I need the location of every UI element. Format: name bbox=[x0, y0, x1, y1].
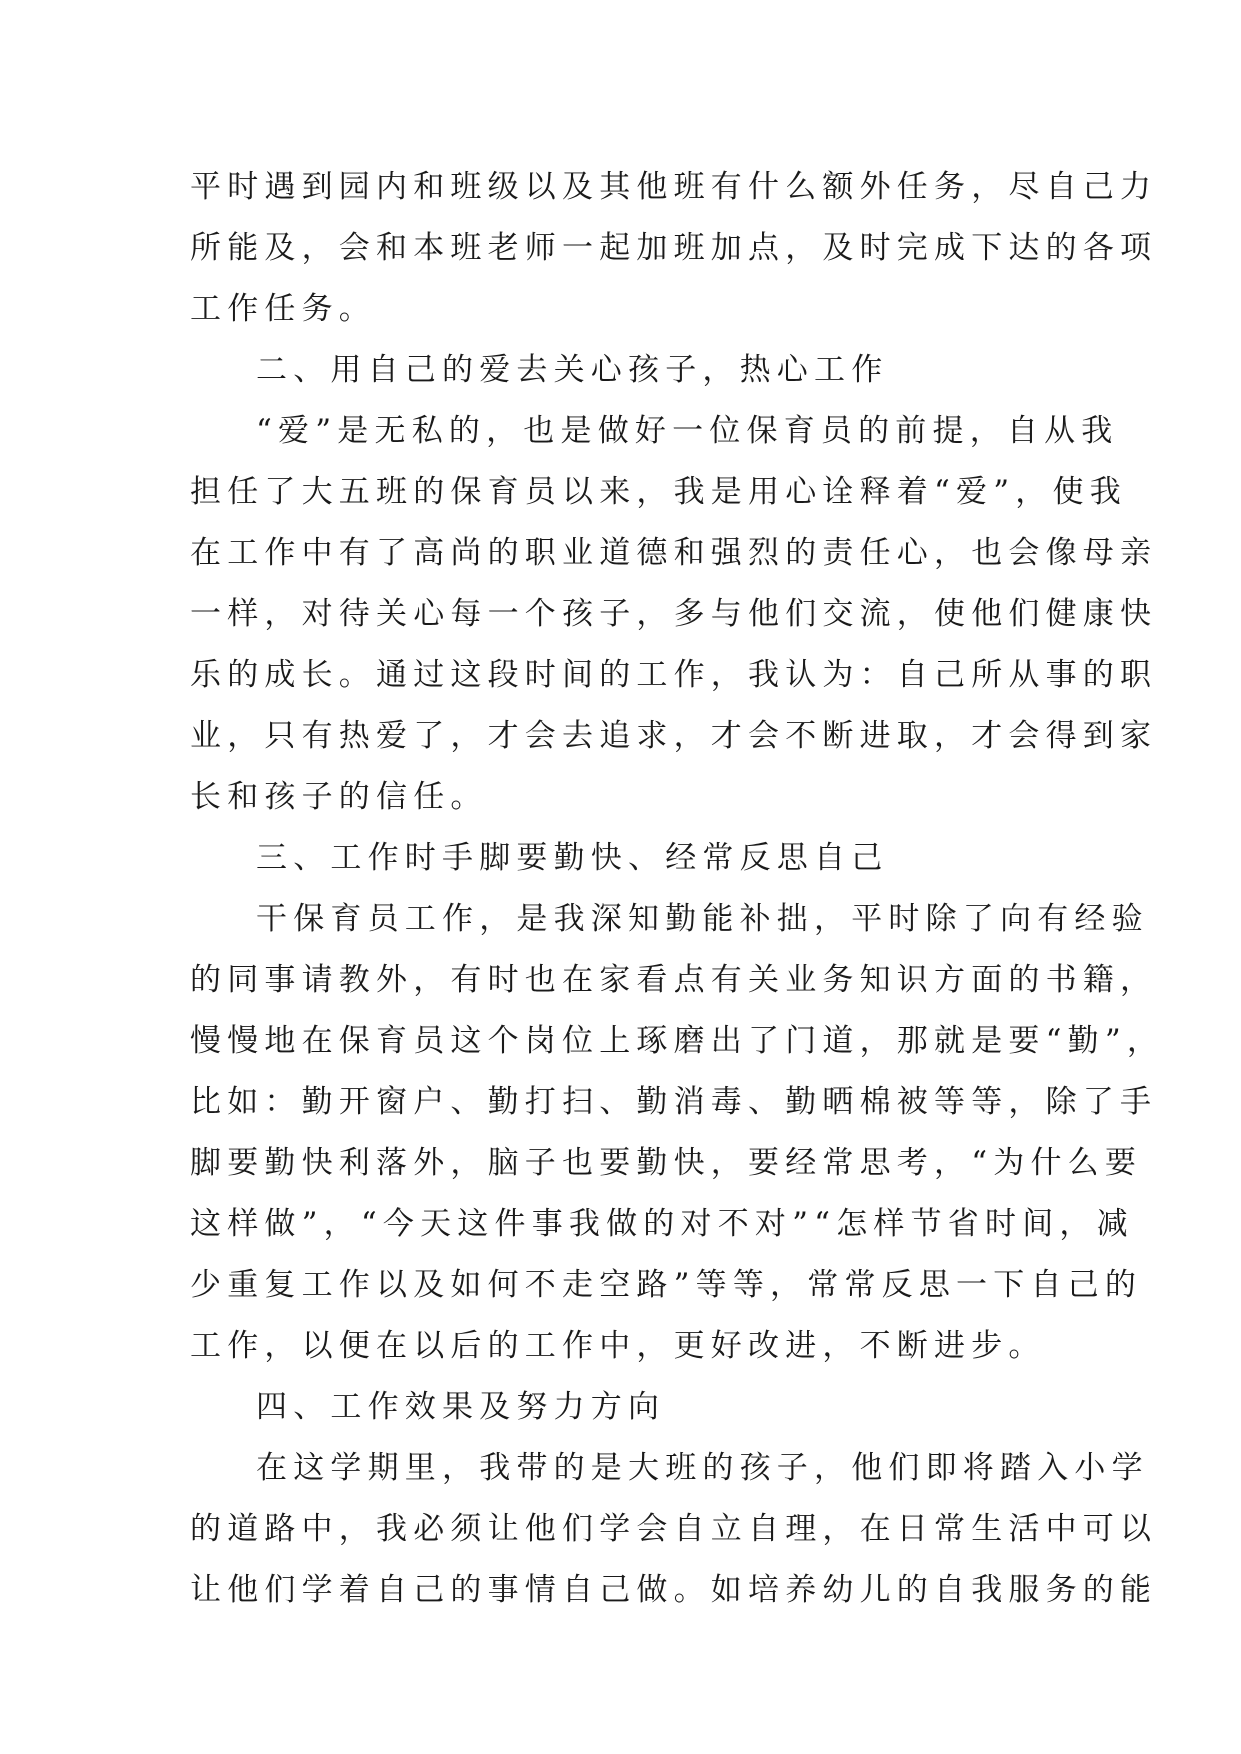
text-line: 的同事请教外，有时也在家看点有关业务知识方面的书籍， bbox=[190, 962, 1158, 998]
text-line: 所能及，会和本班老师一起加班加点，及时完成下达的各项 bbox=[190, 230, 1158, 266]
text-line: 工作，以便在以后的工作中，更好改进，不断进步。 bbox=[190, 1328, 1046, 1364]
paragraph-first-line: 在这学期里，我带的是大班的孩子，他们即将踏入小学 bbox=[256, 1450, 1149, 1486]
paragraph-first-line: 干保育员工作，是我深知勤能补拙，平时除了向有经验 bbox=[256, 901, 1149, 937]
text-line: 业，只有热爱了，才会去追求，才会不断进取，才会得到家 bbox=[190, 718, 1158, 754]
text-line: 让他们学着自己的事情自己做。如培养幼儿的自我服务的能 bbox=[190, 1572, 1158, 1608]
text-line: 一样，对待关心每一个孩子，多与他们交流，使他们健康快 bbox=[190, 596, 1158, 632]
text-line: 脚要勤快利落外，脑子也要勤快，要经常思考，“为什么要 bbox=[190, 1145, 1143, 1181]
text-line: 的道路中，我必须让他们学会自立自理，在日常生活中可以 bbox=[190, 1511, 1158, 1547]
text-line: 少重复工作以及如何不走空路”等等，常常反思一下自己的 bbox=[190, 1267, 1143, 1303]
text-line: 这样做”，“今天这件事我做的对不对”“怎样节省时间，减 bbox=[190, 1206, 1134, 1242]
section-heading: 二、用自己的爱去关心孩子，热心工作 bbox=[256, 352, 889, 388]
paragraph-first-line: “爱”是无私的，也是做好一位保育员的前提，自从我 bbox=[256, 413, 1119, 449]
section-heading: 四、工作效果及努力方向 bbox=[256, 1389, 666, 1425]
text-line: 慢慢地在保育员这个岗位上琢磨出了门道，那就是要“勤”， bbox=[190, 1023, 1165, 1059]
text-line: 在工作中有了高尚的职业道德和强烈的责任心，也会像母亲 bbox=[190, 535, 1158, 571]
text-line: 长和孩子的信任。 bbox=[190, 779, 488, 815]
text-line: 担任了大五班的保育员以来，我是用心诠释着“爱”，使我 bbox=[190, 474, 1127, 510]
document-body bbox=[190, 157, 1165, 1621]
text-line: 工作任务。 bbox=[190, 291, 376, 327]
text-line: 比如：勤开窗户、勤打扫、勤消毒、勤晒棉被等等，除了手 bbox=[190, 1084, 1158, 1120]
text-line: 平时遇到园内和班级以及其他班有什么额外任务，尽自己力 bbox=[190, 169, 1158, 205]
section-heading: 三、工作时手脚要勤快、经常反思自己 bbox=[256, 840, 889, 876]
text-line: 乐的成长。通过这段时间的工作，我认为：自己所从事的职 bbox=[190, 657, 1158, 693]
